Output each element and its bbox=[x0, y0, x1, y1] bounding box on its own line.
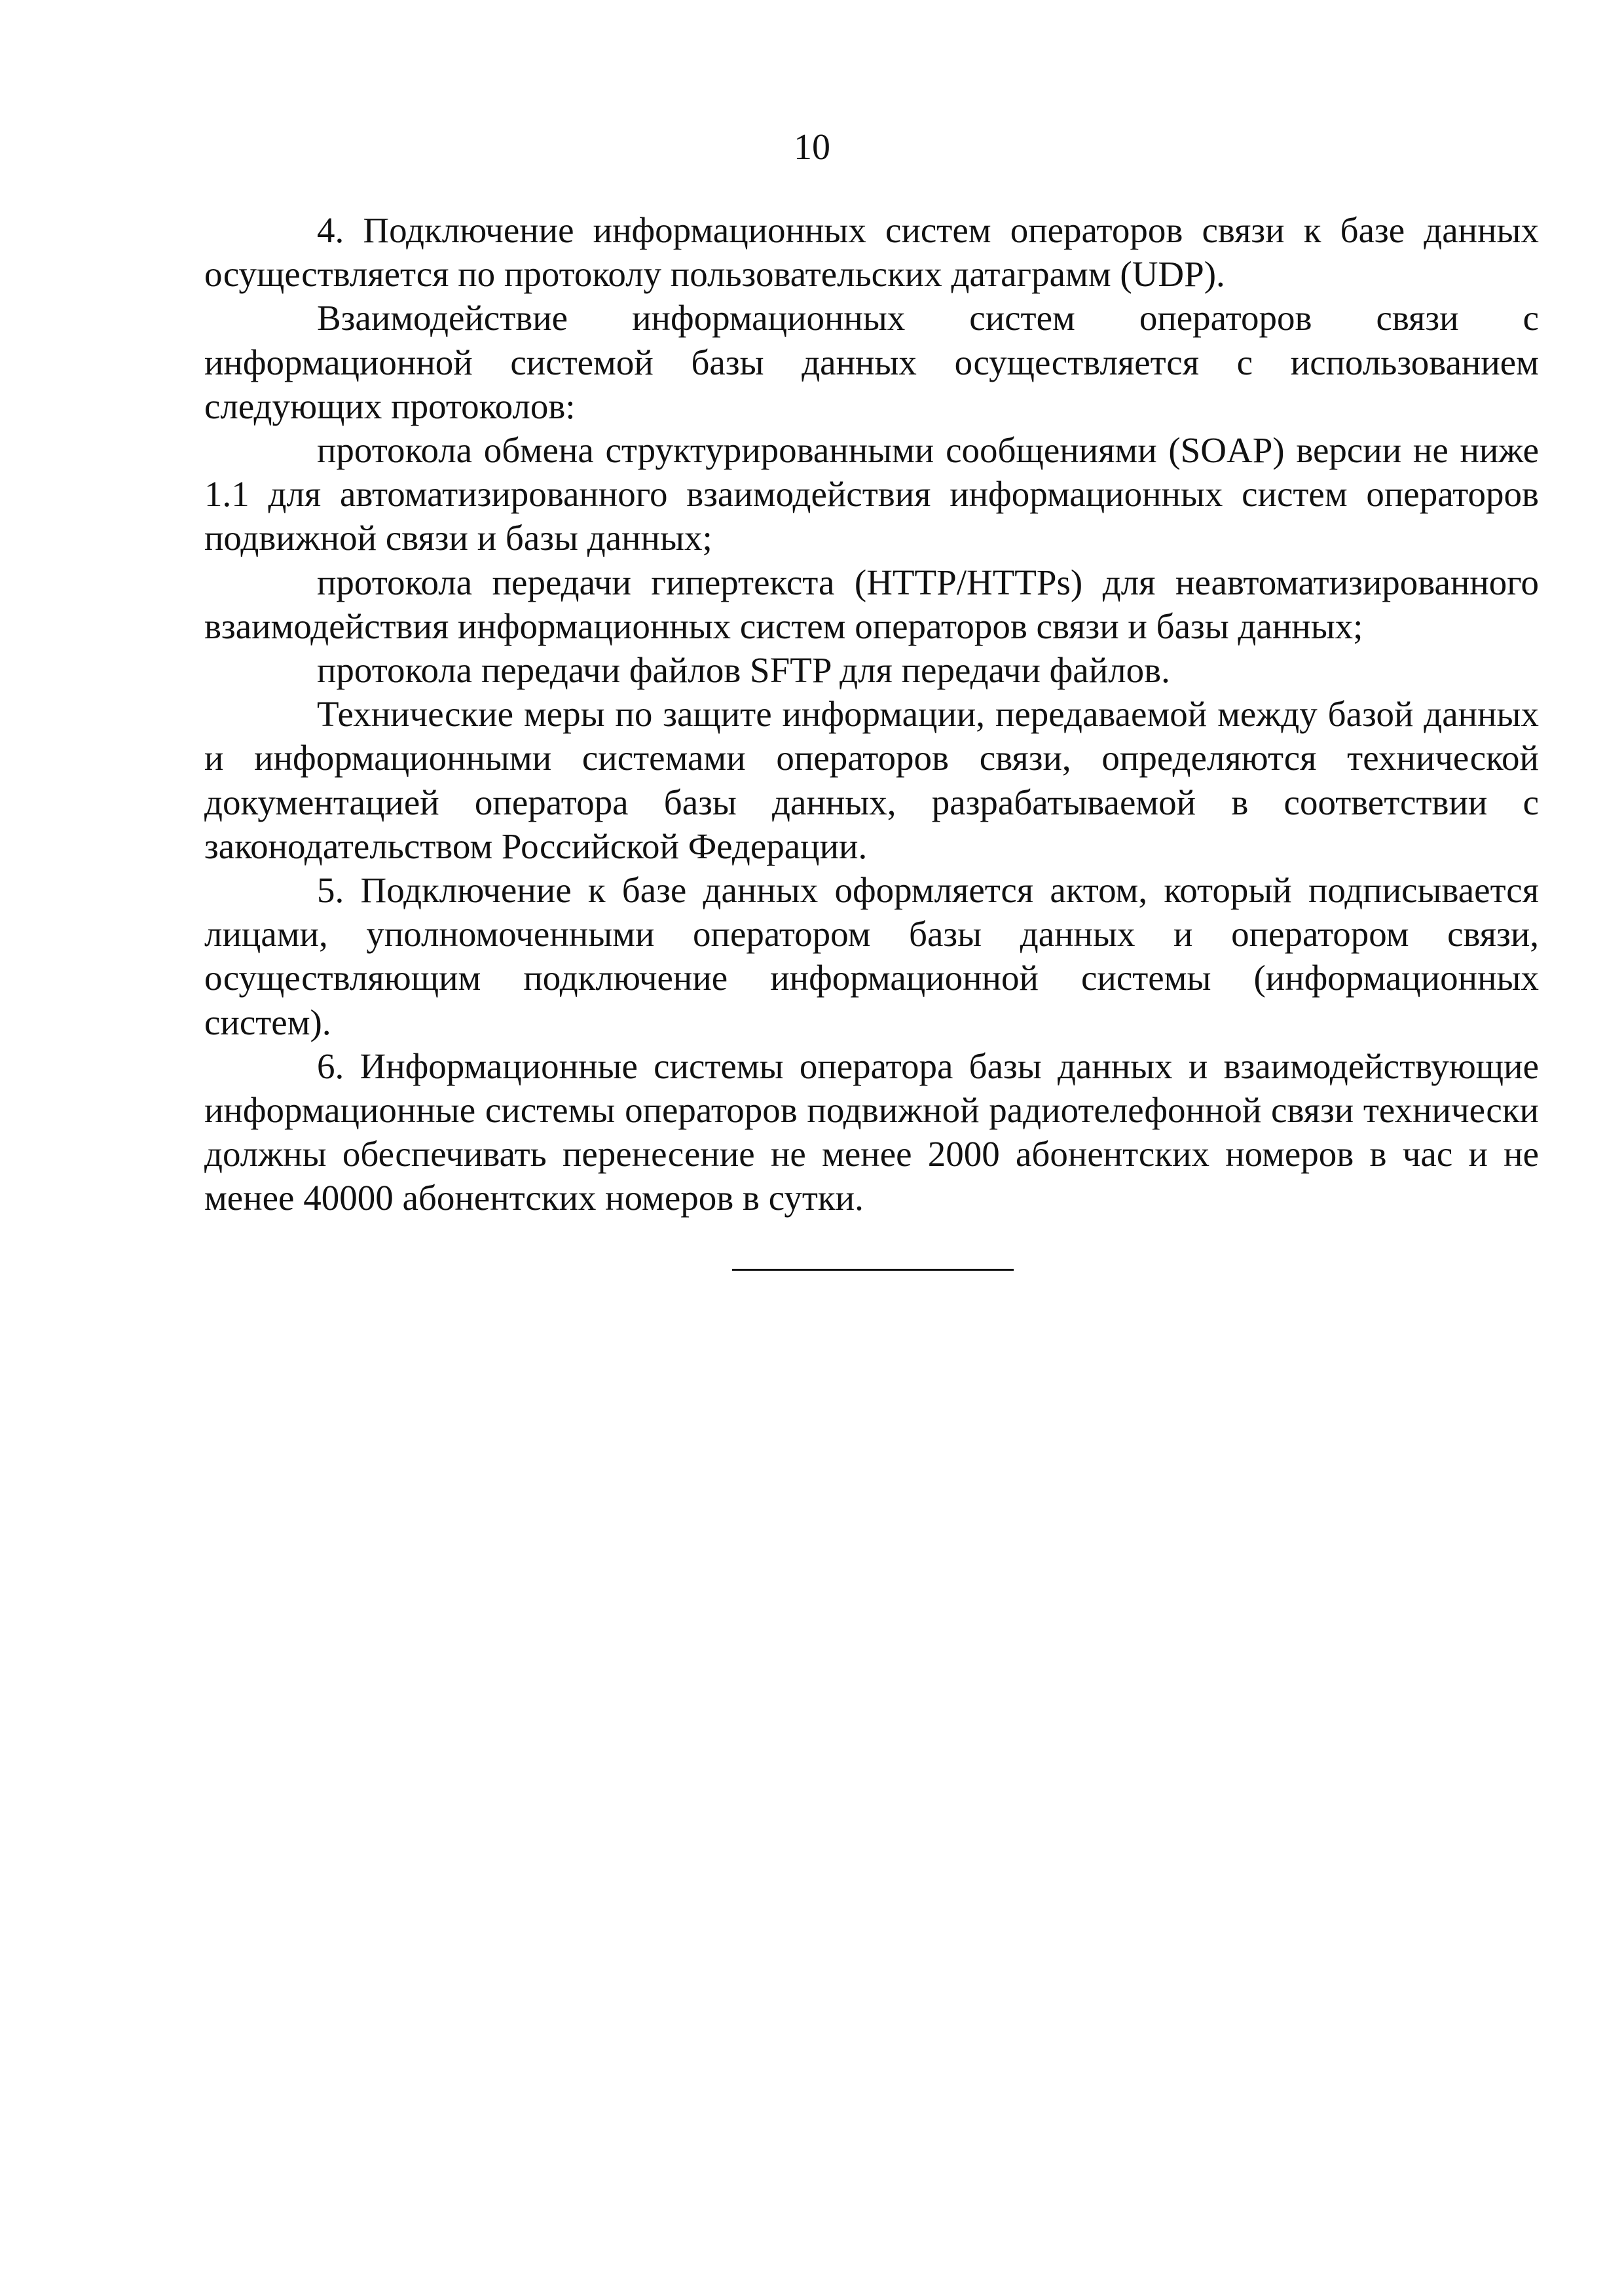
paragraph-5-connection-act: 5. Подключение к базе данных оформляется актом, который подписывается лицами, уполномоченными оператором базы данных и оператором связи, осуществляющим подключение информационной системы (информационных систем). bbox=[204, 870, 1539, 1042]
paragraph-interaction-protocols: Взаимодействие информационных систем операторов связи с информационной системой базы данных осуществляется с использованием следующих протоколов: bbox=[204, 298, 1539, 426]
end-divider-line bbox=[732, 1269, 1014, 1271]
page-number: 10 bbox=[794, 127, 830, 168]
document-body bbox=[204, 208, 1539, 1220]
paragraph-protocol-http: протокола передачи гипертекста (HTTP/HTTPs) для неавтоматизированного взаимодействия информационных систем операторов связи и базы данных; bbox=[204, 562, 1539, 646]
paragraph-6-throughput: 6. Информационные системы оператора базы данных и взаимодействующие информационные системы операторов подвижной радиотелефонной связи технически должны обеспечивать перенесение не менее 2000 абонентских номеров в час и не менее 40000 абонентских номеров в сутки. bbox=[204, 1046, 1539, 1218]
paragraph-protocol-soap: протокола обмена структурированными сообщениями (SOAP) версии не ниже 1.1 для автоматизированного взаимодействия информационных систем операторов подвижной связи и базы данных; bbox=[204, 430, 1539, 558]
paragraph-protocol-sftp: протокола передачи файлов SFTP для передачи файлов. bbox=[317, 650, 1170, 691]
paragraph-4-connection-udp: 4. Подключение информационных систем операторов связи к базе данных осуществляется по протоколу пользовательских датаграмм (UDP). bbox=[204, 210, 1539, 295]
paragraph-security-measures: Технические меры по защите информации, передаваемой между базой данных и информационными системами операторов связи, определяются технической документацией оператора базы данных, разрабатываемой в соответствии с законодательством Российской Федерации. bbox=[204, 694, 1539, 866]
